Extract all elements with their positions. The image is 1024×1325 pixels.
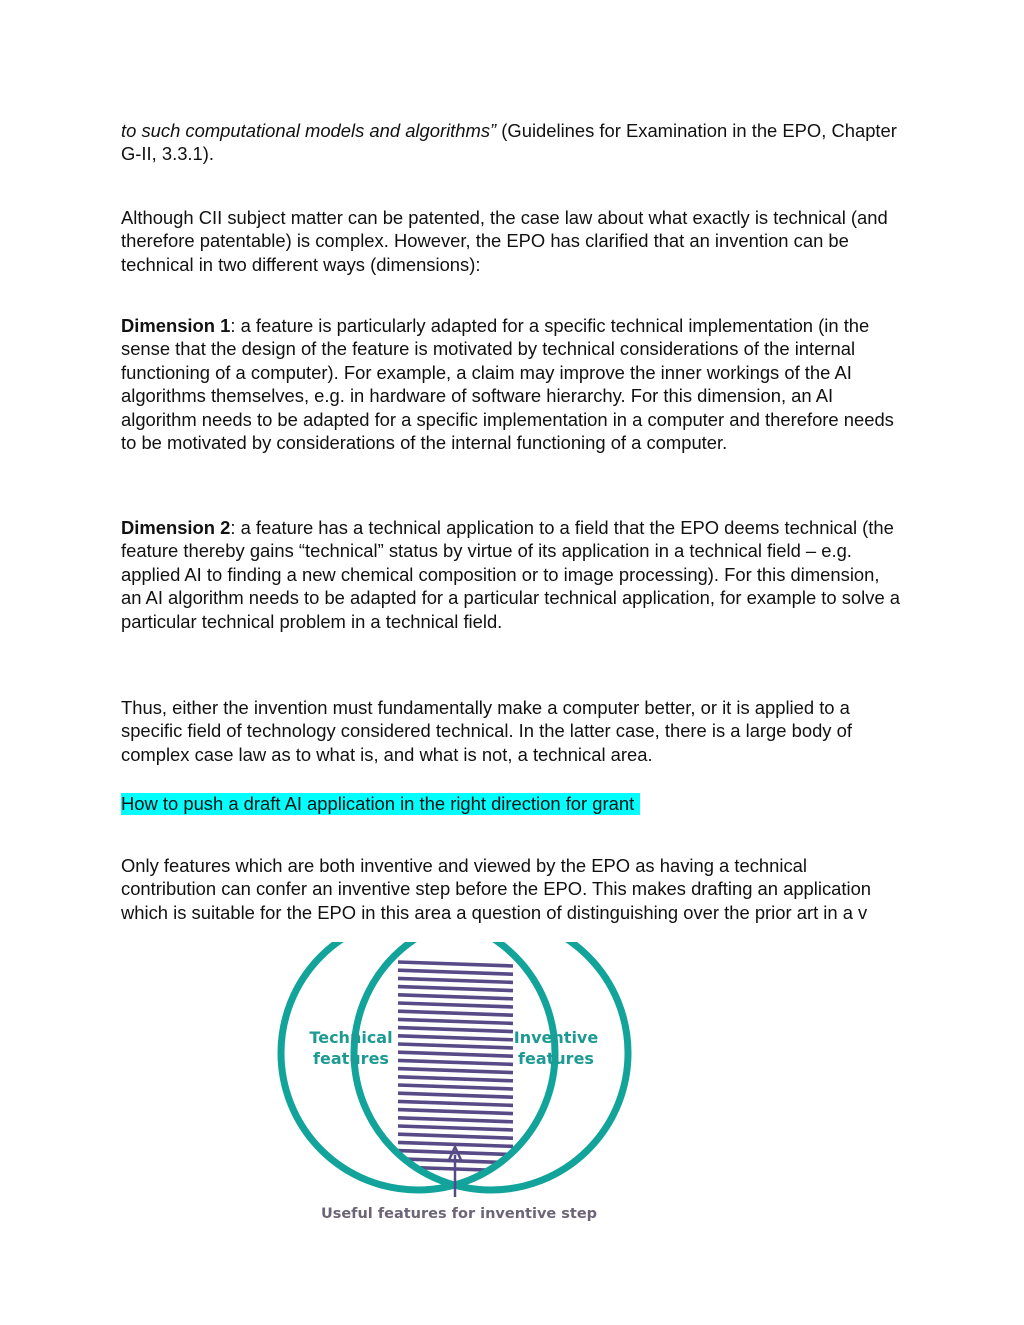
dimension-2-text: : a feature has a technical application to a field that the EPO deems technical (the feature thereby gains “technical” status by virtue of its application in a technical field – e.g. applied AI to finding a new chemical composition or to image processing). For this dimension, an AI algorithm needs to be adapted for a particular technical application, for example to solve a particular technical problem in a technical field. — [121, 517, 901, 632]
dimension-1-paragraph — [121, 314, 901, 454]
technical-label-line2: features — [313, 1049, 389, 1068]
venn-caption: Useful features for inventive step — [320, 1206, 598, 1222]
inventive-label-line2: features — [518, 1049, 594, 1068]
dimension-1-label: Dimension 1 — [121, 315, 231, 336]
dimension-2-paragraph — [121, 516, 901, 633]
quote-text: to such computational models and algorithms” — [121, 120, 497, 141]
highlighted-heading-text: How to push a draft AI application in the right direction for grant — [121, 793, 640, 815]
section-heading — [121, 792, 640, 815]
dimension-1-text: : a feature is particularly adapted for a specific technical implementation (in the sense that the design of the feature is motivated by technical considerations of the internal functioning of a computer). For example, a claim may improve the inner workings of the AI algorithms themselves, e.g. in hardware of software hierarchy. For this dimension, an AI algorithm needs to be adapted for a specific implementation in a computer and therefore needs to be motivated by considerations of the internal functioning of a computer. — [121, 315, 894, 454]
intro-paragraph: Although CII subject matter can be patented, the case law about what exactly is technical (and therefore patentable) is complex. However, the EPO has clarified that an invention can be technical in two different ways (dimensions): — [121, 207, 888, 275]
quote-paragraph — [121, 119, 901, 166]
drafting-paragraph: Only features which are both inventive and viewed by the EPO as having a technical contribution can confer an inventive step before the EPO. This makes drafting an application which is suitable for the EPO in this area a question of distinguishing over the prior art in a v — [121, 855, 872, 923]
summary-paragraph: Thus, either the invention must fundamentally make a computer better, or it is applied to a specific field of technology considered technical. In the latter case, there is a large body of complex case law as to what is, and what is not, a technical area. — [121, 697, 852, 765]
venn-diagram — [268, 942, 648, 1242]
dimension-2-label: Dimension 2 — [121, 517, 231, 538]
technical-label-line1: Technical — [309, 1028, 393, 1047]
citation-text: (Guidelines for Examination in the EPO, Chapter G-II, 3.3.1). — [121, 120, 897, 165]
inventive-label-line1: Inventive — [513, 1028, 599, 1047]
